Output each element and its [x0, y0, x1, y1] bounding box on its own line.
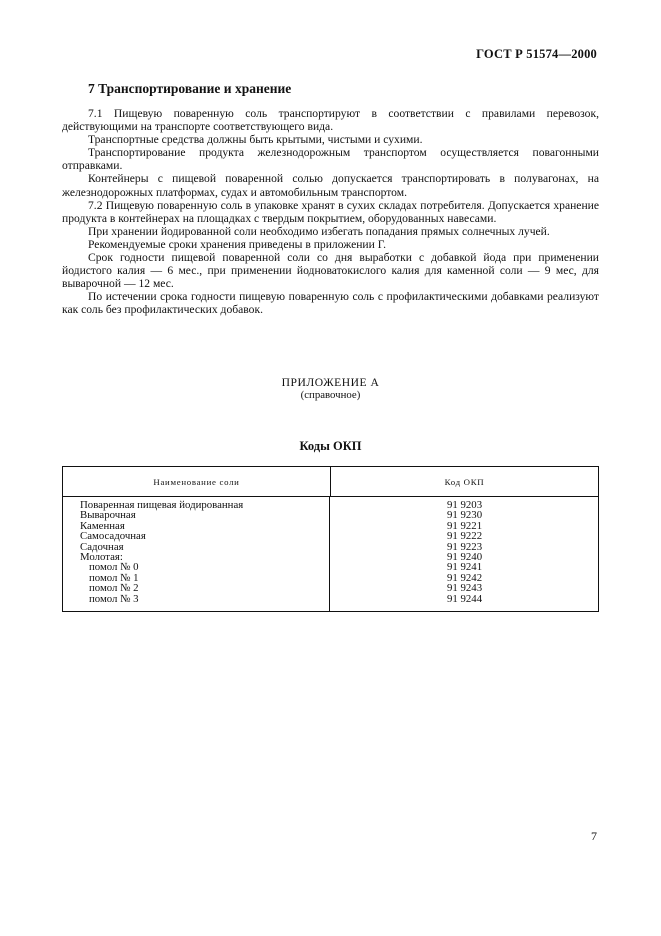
table-cell-code: 91 9223: [447, 540, 483, 553]
page-number: 7: [591, 829, 597, 843]
section-title: 7 Транспортирование и хранение: [88, 81, 292, 96]
column-header-name: Наименование соли: [63, 467, 331, 496]
paragraph: 7.1 Пищевую поваренную соль транспортируют в соответствии с правилами перевозок, действующими на транспорте соответствующего вида.: [62, 107, 599, 134]
table-cell-name: помол № 2: [89, 582, 139, 595]
column-names: [63, 497, 330, 611]
table-cell-code: 91 9222: [447, 530, 483, 543]
table-cell-code: 91 9203: [447, 499, 483, 511]
table-cell-name: Каменная: [80, 519, 125, 532]
table-cell-code: 91 9230: [447, 509, 483, 522]
column-header-code: Код ОКП: [444, 476, 485, 487]
table-cell-name: Садочная: [80, 540, 124, 553]
section-body: [62, 107, 599, 317]
appendix-subtitle: (справочное): [300, 389, 361, 401]
paragraph: По истечении срока годности пищевую поваренную соль с профилактическими добавками реализуют как соль без профилактических добавок.: [62, 290, 599, 317]
document-header: ГОСТ Р 51574—2000: [476, 47, 597, 61]
paragraph: Контейнеры с пищевой поваренной солью допускается транспортировать в полувагонах, на железнодорожных платформах, судах и автомобильным транспортом.: [62, 172, 599, 199]
table-cell-code: 91 9242: [447, 571, 483, 584]
table-cell-name: Молотая:: [80, 550, 123, 563]
paragraph: Рекомендуемые сроки хранения приведены в приложении Г.: [88, 237, 387, 251]
paragraph: При хранении йодированной соли необходимо избегать попадания прямых солнечных лучей.: [88, 224, 550, 238]
table-cell-code: 91 9243: [447, 582, 483, 595]
table-cell-name: помол № 1: [89, 571, 139, 584]
table-cell-name: помол № 3: [89, 592, 139, 605]
paragraph: Срок годности пищевой поваренной соли со дня выработки с добавкой йода при применении йодистого калия — 6 мес., при применении йодноватокислого калия для каменной соли — 9 мес, для выварочной — 12 мес.: [62, 251, 599, 291]
table-title: Коды ОКП: [299, 439, 362, 453]
table-cell-name: Самосадочная: [80, 530, 146, 543]
table-cell-code: 91 9241: [447, 561, 483, 574]
table-header-row: [63, 467, 598, 497]
paragraph: 7.2 Пищевую поваренную соль в упаковке хранят в сухих складах потребителя. Допускается хранение продукта в контейнерах на площадках с твердым покрытием, оборудованных навесами.: [62, 198, 599, 225]
table-cell-name: Поваренная пищевая йодированная: [80, 499, 244, 511]
table-cell-code: 91 9240: [447, 550, 483, 563]
table-cell-name: помол № 0: [89, 561, 139, 574]
table-cell-code: 91 9244: [447, 592, 483, 605]
paragraph: Транспортирование продукта железнодорожным транспортом осуществляется повагонными отправками.: [62, 146, 599, 173]
appendix-title: ПРИЛОЖЕНИЕ А: [281, 376, 380, 389]
table-body: [63, 497, 598, 611]
table-cell-name: Выварочная: [80, 509, 136, 522]
paragraph: Транспортные средства должны быть крытыми, чистыми и сухими.: [88, 133, 423, 147]
table-cell-code: 91 9221: [447, 519, 483, 532]
column-codes: [330, 497, 598, 611]
okp-codes-table: [62, 466, 599, 612]
